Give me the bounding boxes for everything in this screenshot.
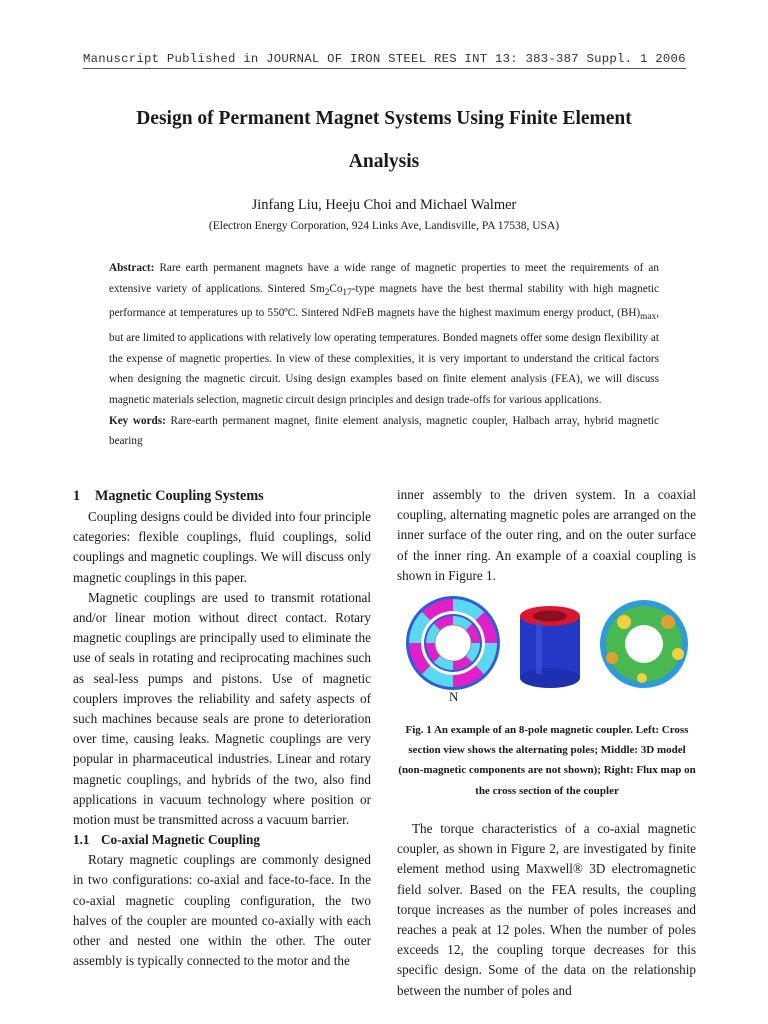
abstract-text-d: , but are limited to applications with relatively low operating temperatures. Bonded magnets offer some design flexibility at the expense of magnetic properties. In view of these complexities, it is very important to understand the critical factors when designing the magnetic circuit. Using design examples based on finite element analysis (FEA), we will discuss magnetic materials selection, magnetic circuit design principles and design trade-offs for various applications.: [109, 307, 659, 407]
right-paragraph-2: The torque characteristics of a co-axial magnetic coupler, as shown in Figure 2, are investigated by finite element method using Maxwell® 3D electromagnetic field solver. Based on the FEA results, the coupling torque increases as the number of poles increases and reaches a peak at 12 poles. When the number of poles exceeds 12, the coupling torque decreases for this specific design. Some of the data on the relationship between the number of poles and: [397, 821, 696, 998]
title-line-1: Design of Permanent Magnet Systems Using Finite Element: [136, 108, 632, 129]
abstract-sub-3: max: [640, 312, 657, 323]
right-paragraph-1: inner assembly to the driven system. In a coaxial coupling, alternating magnetic poles are arranged on the inner surface of the outer ring, and on the outer surface of the inner ring. An example of a coaxial coupling is shown in Figure 1.: [397, 487, 696, 583]
left-column: [73, 485, 371, 971]
flux-map-image: [603, 603, 685, 685]
section-1-1-title: Co-axial Magnetic Coupling: [101, 832, 260, 848]
right-column-top: [397, 485, 696, 586]
journal-header: Manuscript Published in JOURNAL OF IRON STEEL RES INT 13: 383-387 Suppl. 1 2006: [83, 52, 686, 69]
abstract-sub-2: 17: [342, 287, 352, 298]
abstract-paragraph: [109, 258, 659, 411]
section-1-paragraph-1: Coupling designs could be divided into four principle categories: flexible couplings, fluid couplings, solid couplings and magnetic couplings. We will discuss only magnetic couplings in this paper.: [73, 509, 371, 585]
figure-1: [398, 592, 696, 704]
section-1-1-number: 1.1: [73, 832, 90, 848]
keywords-text: Rare-earth permanent magnet, finite element analysis, magnetic coupler, Halbach array, hybrid magnetic bearing: [109, 414, 660, 448]
right-column-bottom: [397, 819, 696, 1001]
affiliation: (Electron Energy Corporation, 924 Links Ave, Landisville, PA 17538, USA): [208, 220, 560, 232]
cross-section-image: [406, 596, 502, 692]
abstract-label: Abstract:: [109, 262, 155, 274]
figure-pole-label: N: [449, 689, 459, 704]
section-1-1-heading: [73, 830, 371, 850]
abstract-text-b: Co: [329, 282, 343, 295]
abstract-text-a: Rare earth permanent magnets have a wide range of magnetic properties to meet the requirements of an extensive variety of applications. Sintered Sm: [109, 262, 659, 295]
authors: Jinfang Liu, Heeju Choi and Michael Walmer: [251, 197, 517, 213]
section-1-title: Magnetic Coupling Systems: [95, 488, 264, 504]
keywords-label: Key words:: [109, 414, 166, 427]
keywords: [109, 411, 659, 452]
abstract-text-c: -type magnets have the best thermal stability with high magnetic performance at temperatures up to 550ºC. Sintered NdFeB magnets have the highest maximum energy product, (BH): [109, 282, 659, 320]
abstract: [109, 258, 659, 452]
section-1-paragraph-2: Magnetic couplings are used to transmit rotational and/or linear motion without direct contact. Rotary magnetic couplings are principally used to eliminate the use of seals in rotating and reciprocating machines such as seal-less pumps and pistons. Use of magnetic couplers improves the reliability and safety aspects of such machines because seals are prone to deterioration over time, causing leaks. Magnetic couplings are very popular in pharmaceutical industries. Linear and rotary magnetic couplings, and hybrids of the two, also find applications in vacuum technology where position or motion must be transmitted across a vacuum barrier.: [73, 589, 371, 828]
figure-1-caption: Fig. 1 An example of an 8-pole magnetic coupler. Left: Cross section view shows the alternating poles; Middle: 3D model (non-magnetic components are not shown); Right: Flux map on the cross section of the coupler: [398, 724, 696, 797]
section-1-1-paragraph-1: Rotary magnetic couplings are commonly designed in two configurations: co-axial and face-to-face. In the co-axial magnetic coupling configuration, the two halves of the coupler are mounted co-axially with each other and nested one within the other. The outer assembly is typically connected to the motor and the: [73, 852, 371, 969]
3d-model-image: [520, 606, 580, 688]
title-line-2: Analysis: [348, 151, 420, 172]
paper-title: [80, 97, 688, 183]
abstract-sub-1: 2: [324, 287, 330, 298]
section-1-heading: [73, 485, 371, 507]
section-1-number: 1: [73, 488, 81, 504]
